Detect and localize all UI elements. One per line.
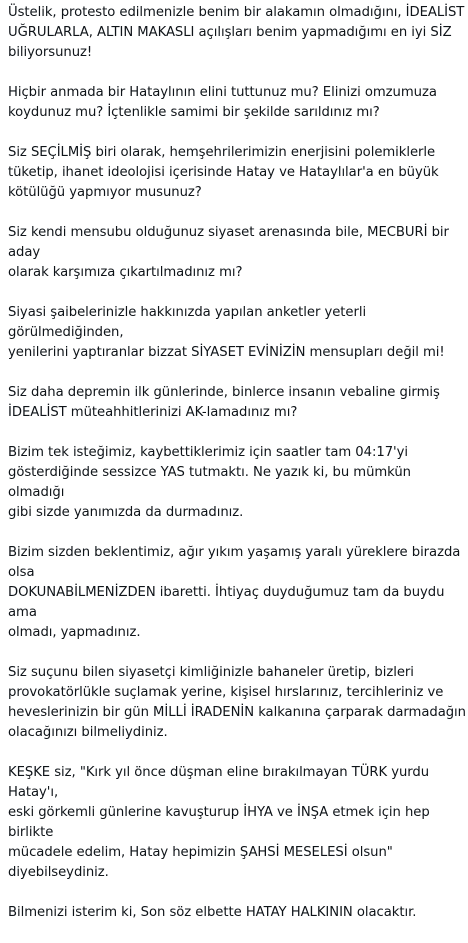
post-paragraph-6: Siz daha depremin ilk günlerinde, binlerce insanın vebaline girmiş İDEALİST müteahhitlerinizi AK-lamadınız mı? xyxy=(8,385,440,420)
post-paragraph-8: Bizim sizden beklentimiz, ağır yıkım yaşamış yaralı yüreklere birazda olsa DOKUNABİLMENİZDEN ibaretti. İhtiyaç duyduğumuz tam da buydu ama olmadı, yapmadınız. xyxy=(8,545,461,640)
post-body-text xyxy=(8,0,466,943)
post-paragraph-7: Bizim tek isteğimiz, kaybettiklerimiz için saatler tam 04:17'yi gösterdiğinde sessizce YAS tutmaktı. Ne yazık ki, bu mümkün olmadığı gibi sizde yanımızda da durmadınız. xyxy=(8,445,411,520)
post-paragraph-3: Siz SEÇİLMİŞ biri olarak, hemşehrilerimizin enerjisini polemiklerle tüketip, ihanet ideolojisi içerisinde Hatay ve Hataylılar'a en büyük kötülüğü yapmıyor musunuz? xyxy=(8,145,439,200)
post-paragraph-9: Siz suçunu bilen siyasetçi kimliğinizle bahaneler üretip, bizleri provokatörlükle suçlamak yerine, kişisel hırslarınız, tercihleriniz ve heveslerinizin bir gün MİLLİ İRADENİN kalkanına çarparak darmadağın olacağınızı bilmeliydiniz. xyxy=(8,665,466,740)
post-paragraph-4: Siz kendi mensubu olduğunuz siyaset arenasında bile, MECBURİ bir aday olarak karşımıza çıkartılmadınız mı? xyxy=(8,225,449,280)
post-paragraph-10: KEŞKE siz, "Kırk yıl önce düşman eline bırakılmayan TÜRK yurdu Hatay'ı, eski görkemli günlerine kavuşturup İHYA ve İNŞA etmek için hep birlikte mücadele edelim, Hatay hepimizin ŞAHSİ MESELESİ olsun" diyebilseydiniz. xyxy=(8,765,430,880)
post-paragraph-2: Hiçbir anmada bir Hataylının elini tuttunuz mu? Elinizi omzumuza koydunuz mu? İçtenlikle samimi bir şekilde sarıldınız mı? xyxy=(8,85,437,120)
post-paragraph-1: Üstelik, protesto edilmenizle benim bir alakamın olmadığını, İDEALİST UĞRULARLA, ALTIN MAKASLI açılışları benim yapmadığımı en iyi SİZ biliyorsunuz! xyxy=(8,5,465,60)
post-paragraph-11: Bilmenizi isterim ki, Son söz elbette HATAY HALKININ olacaktır. xyxy=(8,905,417,920)
post-paragraph-5: Siyasi şaibelerinizle hakkınızda yapılan anketler yeterli görülmediğinden, yenilerini yaptıranlar bizzat SİYASET EVİNİZİN mensupları değil mi! xyxy=(8,305,445,360)
